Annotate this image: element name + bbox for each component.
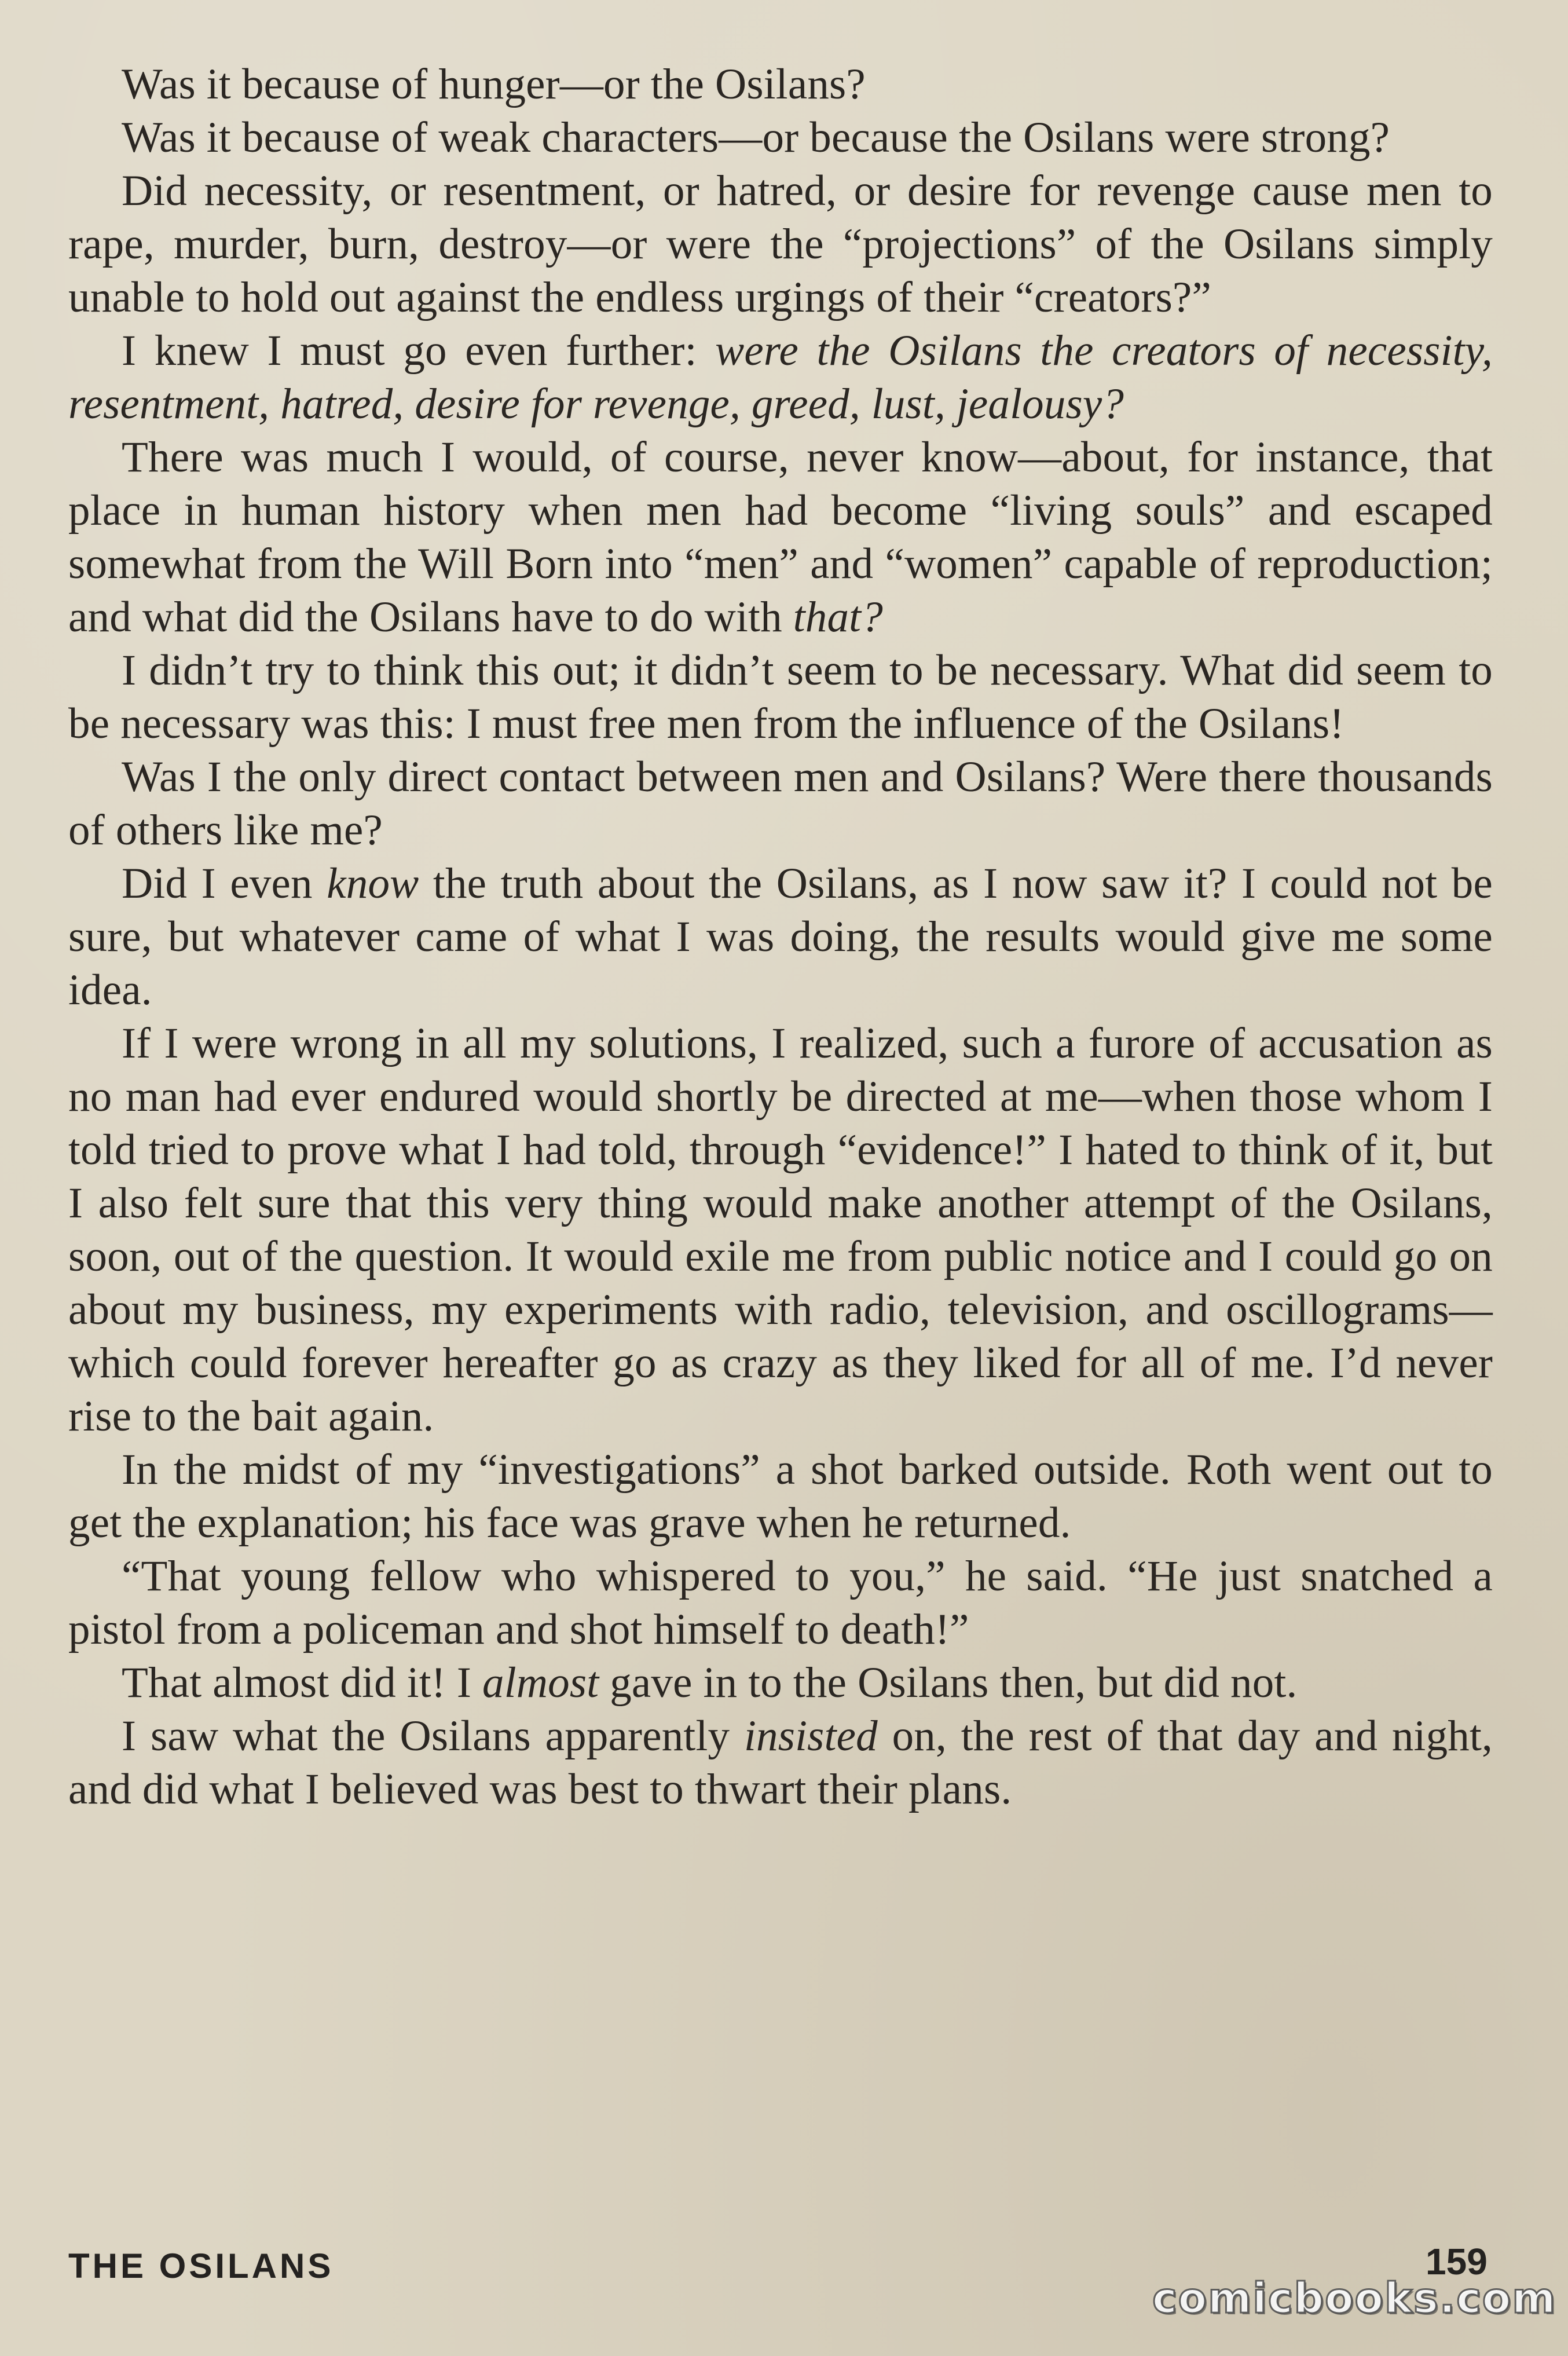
paragraph-text: There was much I would, of course, never know—about, for instance, that place in human history when men had become “living souls” and escaped somewhat from the Will Born into “men” and “women” capable of reproduction; and what did the Osilans have to do with xyxy=(68,433,1493,641)
paragraph-text: Was I the only direct contact between men and Osilans? Were there thousands of others like me? xyxy=(68,753,1493,854)
italic-text: were the Osilans the creators of necessity, resentment, hatred, desire for revenge, greed, lust, jealousy? xyxy=(68,327,1493,428)
page-number: 159 xyxy=(1426,2241,1488,2282)
paragraph xyxy=(68,1656,1493,1710)
paragraph-text: In the midst of my “investigations” a shot barked outside. Roth went out to get the explanation; his face was grave when he returned. xyxy=(68,1446,1493,1547)
paragraph-text: Did I even xyxy=(122,859,327,908)
paragraph-text: Did necessity, or resentment, or hatred, or desire for revenge cause men to rape, murder, burn, destroy—or were the “projections” of the Osilans simply unable to hold out against the endless urgings of their “creators?” xyxy=(68,167,1493,321)
paragraph-text: I saw what the Osilans apparently xyxy=(122,1712,745,1760)
paragraph xyxy=(68,644,1493,751)
paragraph-text: If I were wrong in all my solutions, I realized, such a furore of accusation as no man had ever endured would shortly be directed at me—when those whom I told tried to prove what I had told, through “evidence!” I hated to think of it, but I also felt sure that this very thing would make another attempt of the Osilans, soon, out of the question. It would exile me from public notice and I could go on about my business, my experiments with radio, television, and oscillograms—which could forever hereafter go as crazy as they liked for all of me. I’d never rise to the bait again. xyxy=(68,1019,1493,1440)
italic-text: that? xyxy=(793,593,883,641)
page-body xyxy=(68,58,1493,1816)
paragraph-text: “That young fellow who whispered to you,” he said. “He just snatched a pistol from a policeman and shot himself to death!” xyxy=(68,1552,1493,1653)
paragraph-text: Was it because of hunger—or the Osilans? xyxy=(122,60,866,108)
paragraph-text: the truth about the Osilans, as I now saw it? I could not be sure, but whatever came of what I was doing, the results would give me some idea. xyxy=(68,859,1493,1014)
paragraph xyxy=(68,431,1493,644)
paragraph xyxy=(68,1017,1493,1443)
paragraph-text: Was it because of weak characters—or because the Osilans were strong? xyxy=(122,114,1390,162)
italic-text: insisted xyxy=(744,1712,878,1760)
paragraph-text: I didn’t try to think this out; it didn’t seem to be necessary. What did seem to be necessary was this: I must free men from the influence of the Osilans! xyxy=(68,646,1493,748)
paragraph xyxy=(68,857,1493,1017)
italic-text: almost xyxy=(482,1659,599,1707)
paragraph-text: on, the rest of that day and night, and did what I believed was best to thwart their plans. xyxy=(68,1712,1493,1813)
paragraph xyxy=(68,1443,1493,1550)
paragraph-text: gave in to the Osilans then, but did not. xyxy=(599,1659,1298,1707)
running-footer-title: THE OSILANS xyxy=(68,2247,334,2285)
italic-text: know xyxy=(327,859,419,908)
paragraph xyxy=(68,1550,1493,1656)
paragraph xyxy=(68,324,1493,431)
paragraph xyxy=(68,58,1493,111)
paragraph-text: That almost did it! I xyxy=(122,1659,483,1707)
paragraph-text: I knew I must go even further: xyxy=(122,327,716,375)
paragraph xyxy=(68,111,1493,164)
paragraph xyxy=(68,1710,1493,1816)
watermark: comicbooks.com xyxy=(1152,2274,1557,2322)
paragraph xyxy=(68,751,1493,857)
paragraph xyxy=(68,164,1493,324)
